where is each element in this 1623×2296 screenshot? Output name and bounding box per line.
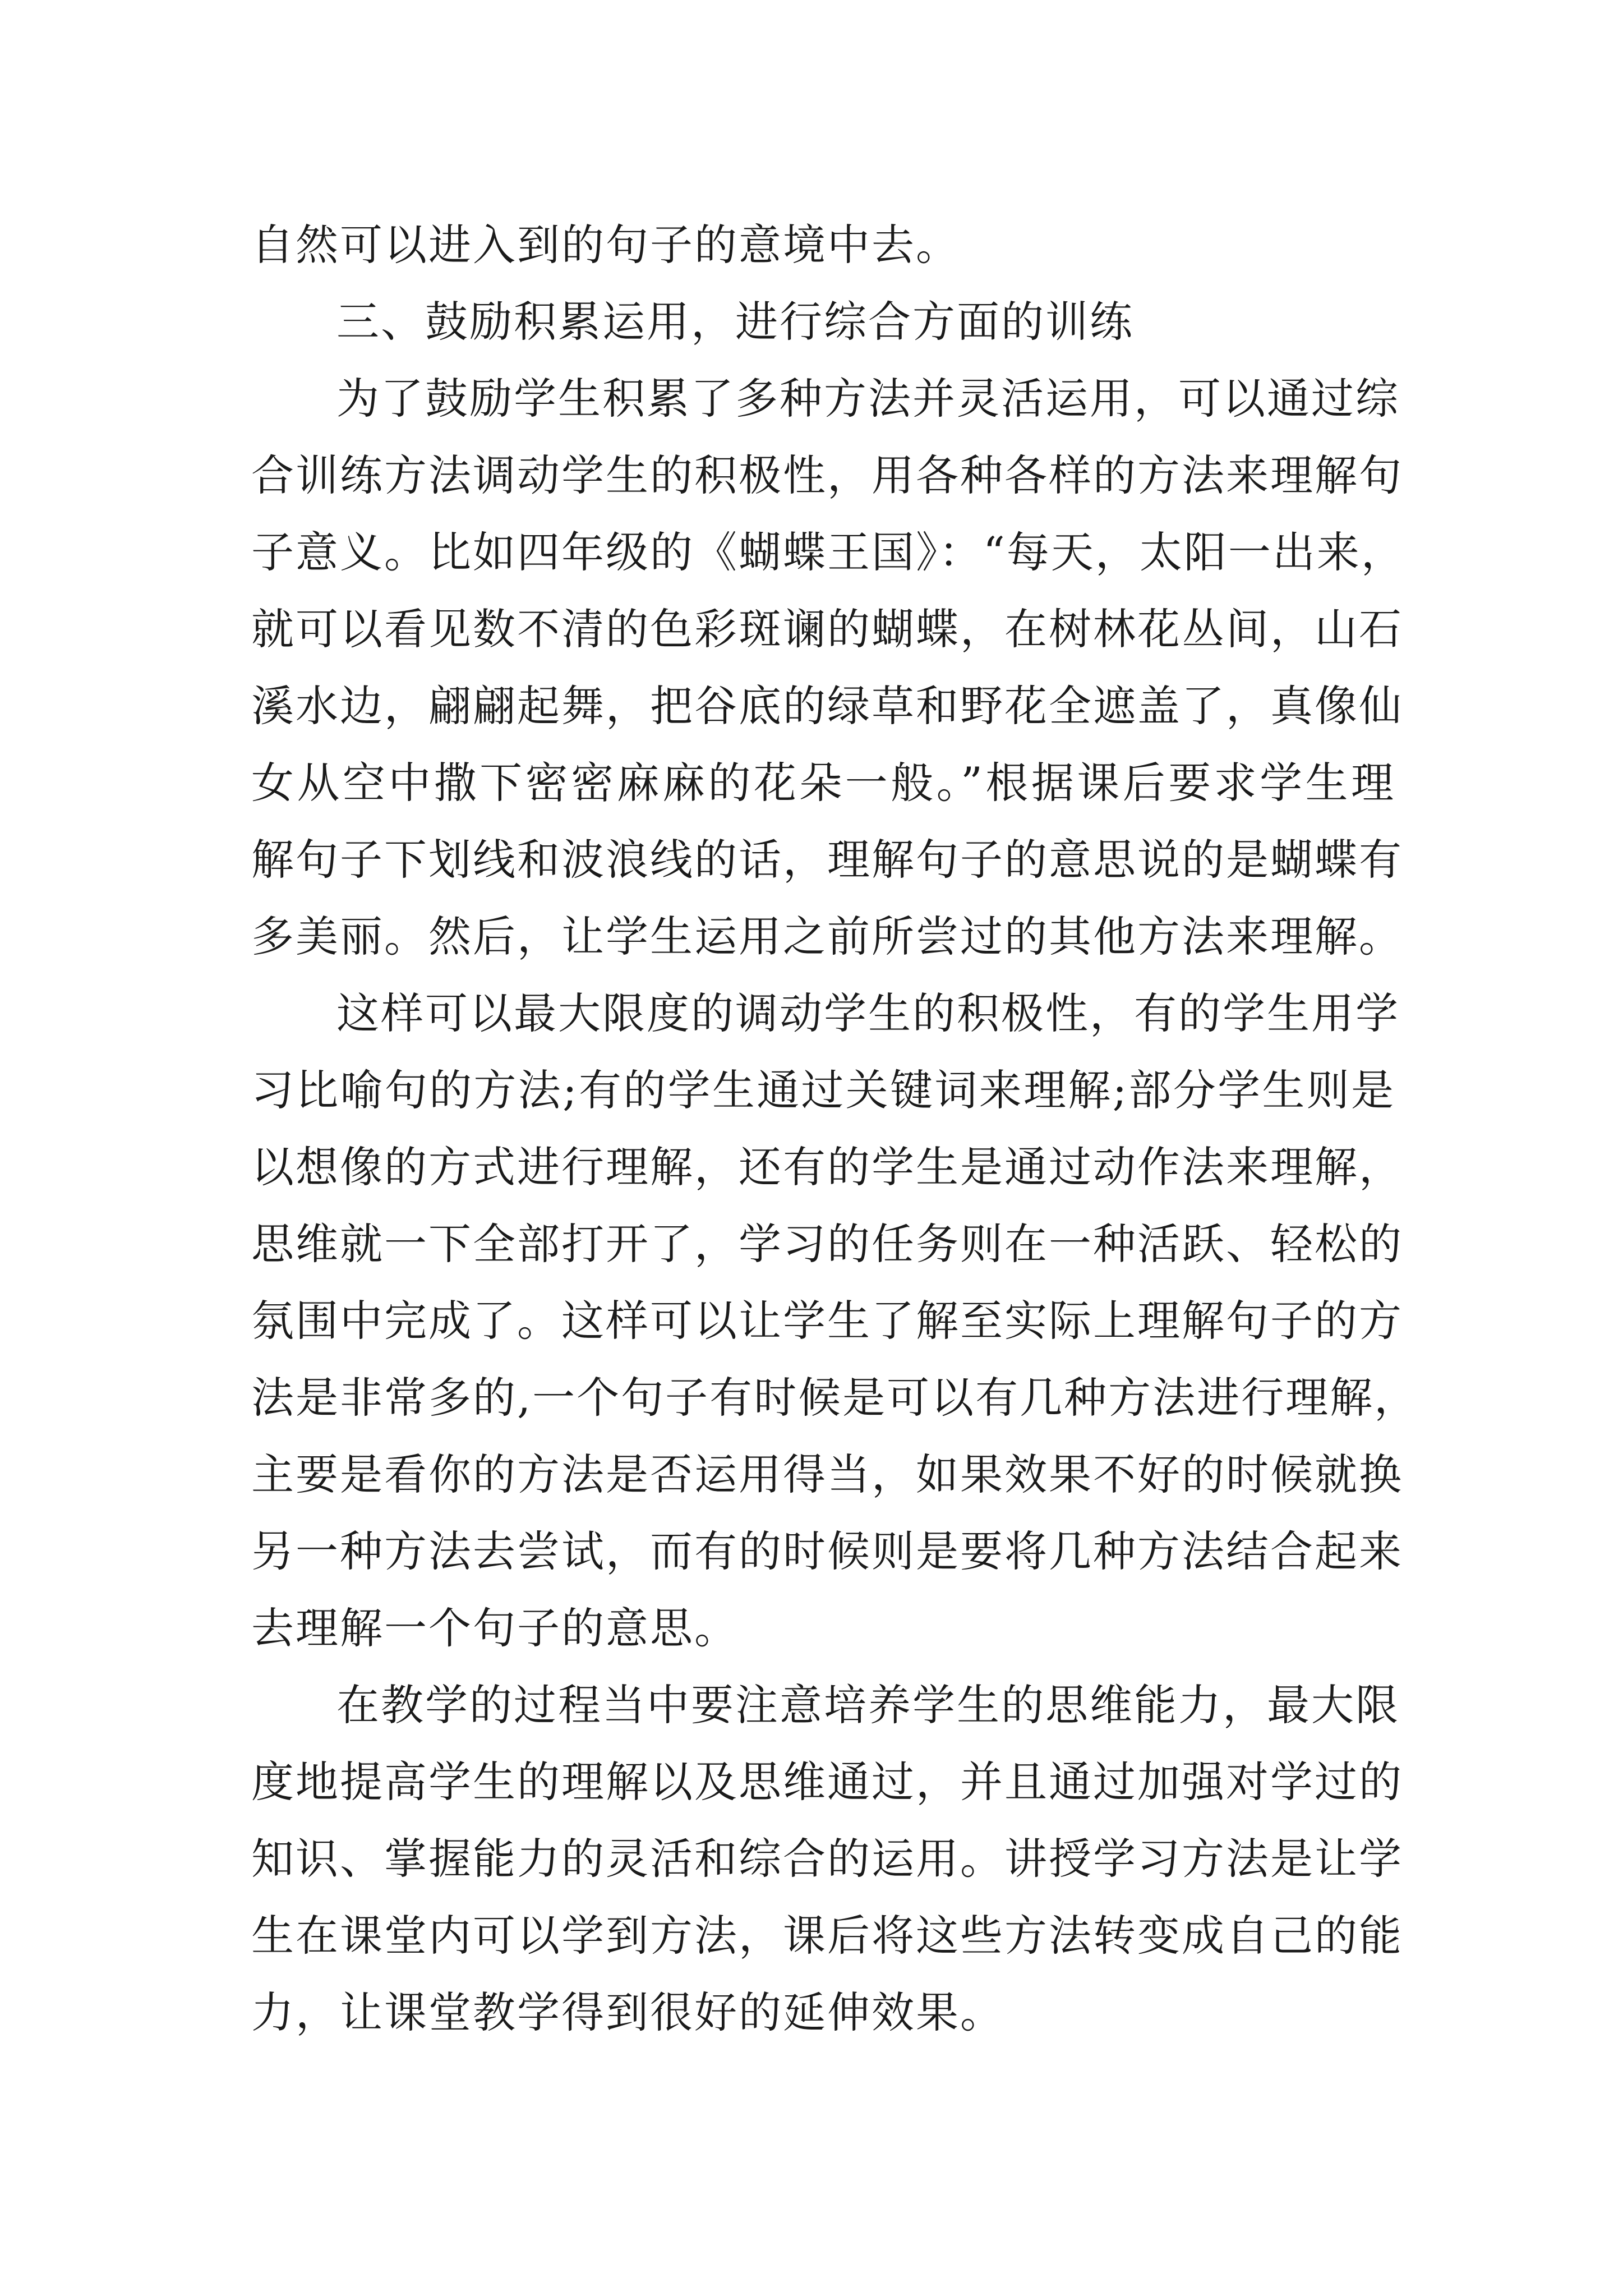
paragraph-line: 另一种方法去尝试，而有的时候则是要将几种方法结合起来	[251, 1526, 1403, 1576]
paragraph-line: 氛围中完成了。这样可以让学生了解至实际上理解句子的方	[251, 1296, 1403, 1346]
paragraph-line: 以想像的方式进行理解，还有的学生是通过动作法来理解，	[251, 1142, 1403, 1192]
paragraph-line: 习比喻句的方法;有的学生通过关键词来理解;部分学生则是	[251, 1065, 1395, 1115]
paragraph-line: 多美丽。然后，让学生运用之前所尝过的其他方法来理解。	[251, 912, 1403, 961]
paragraph-line: 生在课堂内可以学到方法，课后将这些方法转变成自己的能	[251, 1911, 1403, 1961]
paragraph-line: 去理解一个句子的意思。	[251, 1603, 739, 1653]
section-heading: 三、鼓励积累运用，进行综合方面的训练	[336, 297, 1134, 347]
paragraph-line: 知识、掌握能力的灵活和综合的运用。讲授学习方法是让学	[251, 1834, 1403, 1884]
paragraph-line: 就可以看见数不清的色彩斑谰的蝴蝶，在树林花丛间，山石	[251, 604, 1403, 654]
paragraph-line: 溪水边，翩翩起舞，把谷底的绿草和野花全遮盖了，真像仙	[251, 681, 1403, 731]
paragraph-line: 度地提高学生的理解以及思维通过，并且通过加强对学过的	[251, 1757, 1403, 1807]
paragraph-line: 为了鼓励学生积累了多种方法并灵活运用，可以通过综	[336, 374, 1400, 424]
paragraph-line: 合训练方法调动学生的积极性，用各种各样的方法来理解句	[251, 450, 1403, 500]
paragraph-line: 力，让课堂教学得到很好的延伸效果。	[251, 1987, 1004, 2037]
paragraph-line: 自然可以进入到的句子的意境中去。	[251, 220, 960, 270]
paragraph-line: 法是非常多的,一个句子有时候是可以有几种方法进行理解，	[251, 1373, 1419, 1423]
paragraph-line: 女从空中撒下密密麻麻的花朵一般。”根据课后要求学生理	[251, 758, 1395, 808]
document-body	[251, 206, 1419, 2051]
paragraph-line: 这样可以最大限度的调动学生的积极性，有的学生用学	[336, 988, 1400, 1038]
paragraph-line: 思维就一下全部打开了，学习的任务则在一种活跃、轻松的	[251, 1219, 1403, 1269]
paragraph-line: 主要是看你的方法是否运用得当，如果效果不好的时候就换	[251, 1450, 1403, 1499]
paragraph-line: 子意义。比如四年级的《蝴蝶王国》：“每天，太阳一出来，	[251, 527, 1405, 577]
paragraph-line: 在教学的过程当中要注意培养学生的思维能力，最大限	[336, 1680, 1400, 1730]
paragraph-line: 解句子下划线和波浪线的话，理解句子的意思说的是蝴蝶有	[251, 835, 1403, 885]
